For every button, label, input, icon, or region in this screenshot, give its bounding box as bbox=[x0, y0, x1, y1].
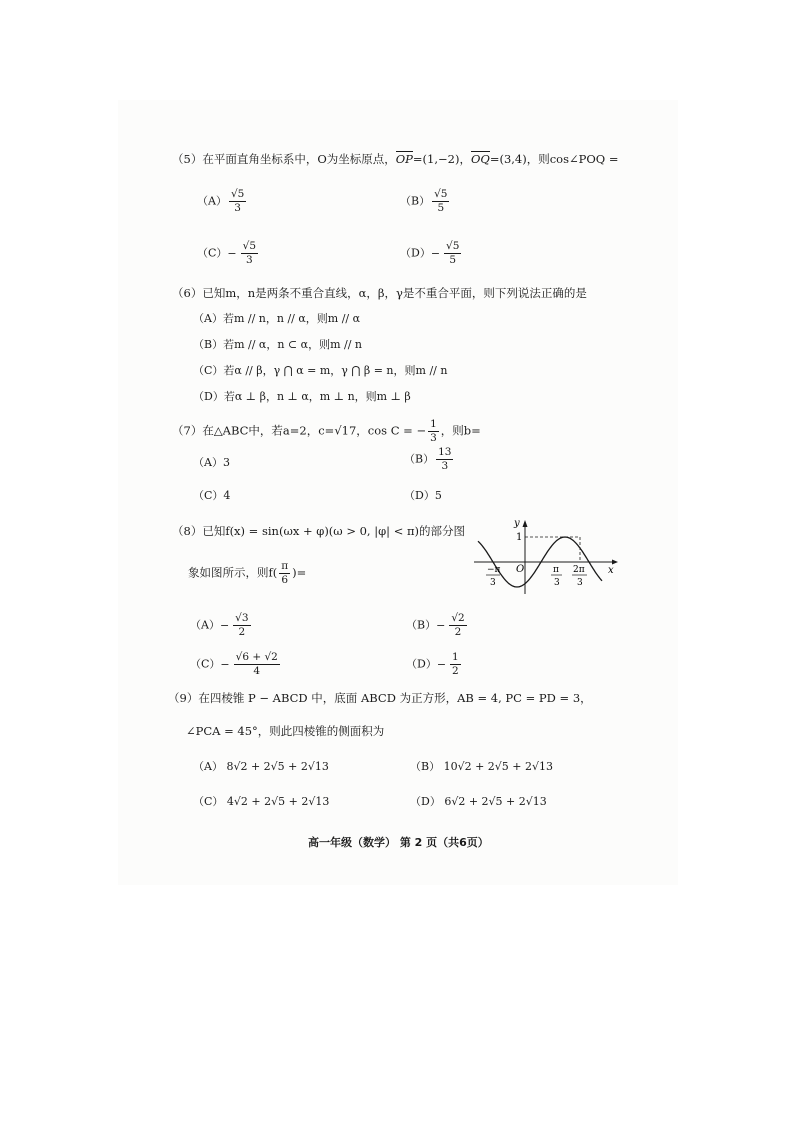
q5-stem bbox=[172, 150, 619, 168]
q9-option-c: （C） 4√2 + 2√5 + 2√13 bbox=[193, 795, 330, 808]
q8-option-d: （D）− $\frac{1}{2}$ bbox=[406, 651, 459, 677]
fraction: $\frac{\pi}{6}$ bbox=[281, 560, 289, 586]
q6-option-b: （B）若m // α，n ⊂ α，则m // n bbox=[193, 338, 362, 351]
q5-option-a bbox=[197, 188, 248, 215]
q7-option-a: （A）3 bbox=[193, 456, 230, 469]
q5-stem-text: （5）在平面直角坐标系中，O为坐标原点， bbox=[172, 152, 396, 166]
origin-label: O bbox=[516, 564, 525, 575]
q9-option-a: （A） 8√2 + 2√5 + 2√13 bbox=[193, 760, 329, 773]
q7-option-d: （D）5 bbox=[404, 489, 442, 502]
q5-option-b bbox=[400, 188, 451, 215]
fraction: $\frac{√3}{2}$ bbox=[235, 612, 249, 638]
q7-option-b: （B） $\frac{13}{3}$ bbox=[404, 446, 452, 472]
q5-option-c: （C）− $\frac{√5}{3}$ bbox=[197, 240, 257, 266]
q9-option-d: （D） 6√2 + 2√5 + 2√13 bbox=[410, 795, 547, 808]
q7-stem-text: （7）在△ABC中，若a=2，c=√17，cos C = − bbox=[172, 423, 427, 438]
tick-one: 1 bbox=[516, 532, 523, 543]
y-label: y bbox=[514, 518, 520, 529]
tick-2pi-3-num: 2π bbox=[573, 565, 585, 575]
fraction: $\frac{√5}{3}$ bbox=[230, 188, 245, 214]
q6-option-d: （D）若α ⊥ β，n ⊥ α，m ⊥ n，则m ⊥ β bbox=[193, 390, 411, 403]
fraction: $\frac{13}{3}$ bbox=[438, 446, 452, 472]
q8-option-a: （A）− $\frac{√3}{2}$ bbox=[190, 612, 249, 638]
tick-2pi-3-den: 3 bbox=[577, 578, 583, 588]
tick-neg-pi-3-den: 3 bbox=[490, 578, 496, 588]
x-label: x bbox=[608, 565, 614, 576]
fraction: $\frac{√6 + √2}{4}$ bbox=[235, 651, 278, 677]
q8-option-c: （C）− $\frac{√6 + √2}{4}$ bbox=[190, 651, 278, 677]
q6-option-a: （A）若m // n，n // α，则m // α bbox=[193, 312, 361, 325]
fraction: $\frac{1}{2}$ bbox=[452, 651, 459, 677]
fraction: $\frac{1}{3}$ bbox=[430, 418, 437, 444]
q8-stem-line2: 象如图所示，则f( $\frac{\pi}{6}$ )= bbox=[188, 560, 307, 586]
option-label: （D） bbox=[400, 246, 431, 260]
x-axis-arrow bbox=[612, 560, 618, 565]
vector-op: OP bbox=[395, 152, 413, 166]
q7-stem bbox=[172, 418, 481, 445]
tick-pi-3-num: π bbox=[553, 565, 559, 575]
fraction: $\frac{√5}{3}$ bbox=[242, 240, 257, 266]
option-label: （B） bbox=[400, 194, 431, 208]
vector-oq-value: =(3,4)，则cos∠POQ = bbox=[489, 152, 619, 166]
option-label: （C） bbox=[197, 246, 228, 260]
q7-stem-end: ，则b= bbox=[440, 423, 481, 438]
y-axis-arrow bbox=[523, 520, 528, 527]
fraction: $\frac{√5}{5}$ bbox=[446, 240, 460, 266]
q6-option-c: （C）若α // β，γ ⋂ α = m，γ ⋂ β = n，则m // n bbox=[193, 364, 448, 377]
q6-stem: （6）已知m，n是两条不重合直线，α，β，γ是不重合平面，则下列说法正确的是 bbox=[172, 286, 587, 300]
q7-option-c: （C）4 bbox=[193, 489, 231, 502]
q8-option-b: （B）− $\frac{√2}{2}$ bbox=[406, 612, 465, 638]
q5-option-d: （D）− $\frac{√5}{5}$ bbox=[400, 240, 460, 266]
tick-neg-pi-3-num: −π bbox=[487, 565, 501, 575]
q9-stem-line1: （9）在四棱锥 P − ABCD 中，底面 ABCD 为正方形，AB = 4, PC = PD = 3， bbox=[168, 691, 592, 705]
page-footer: 高一年级（数学） 第 2 页（共6页） bbox=[308, 836, 489, 849]
q9-option-b: （B） 10√2 + 2√5 + 2√13 bbox=[410, 760, 554, 773]
sine-graph bbox=[470, 515, 620, 595]
q8-stem-line1: （8）已知f(x) = sin(ωx + φ)(ω > 0, |φ| < π)的部分图 bbox=[172, 524, 466, 538]
q9-stem-line2: ∠PCA = 45°，则此四棱锥的侧面积为 bbox=[186, 724, 385, 738]
fraction: $\frac{√5}{5}$ bbox=[434, 188, 448, 214]
vector-oq: OQ bbox=[470, 152, 490, 166]
fraction: $\frac{√2}{2}$ bbox=[451, 612, 465, 638]
option-label: （A） bbox=[197, 194, 227, 208]
tick-pi-3-den: 3 bbox=[554, 578, 560, 588]
vector-op-value: =(1,−2)， bbox=[412, 152, 471, 166]
